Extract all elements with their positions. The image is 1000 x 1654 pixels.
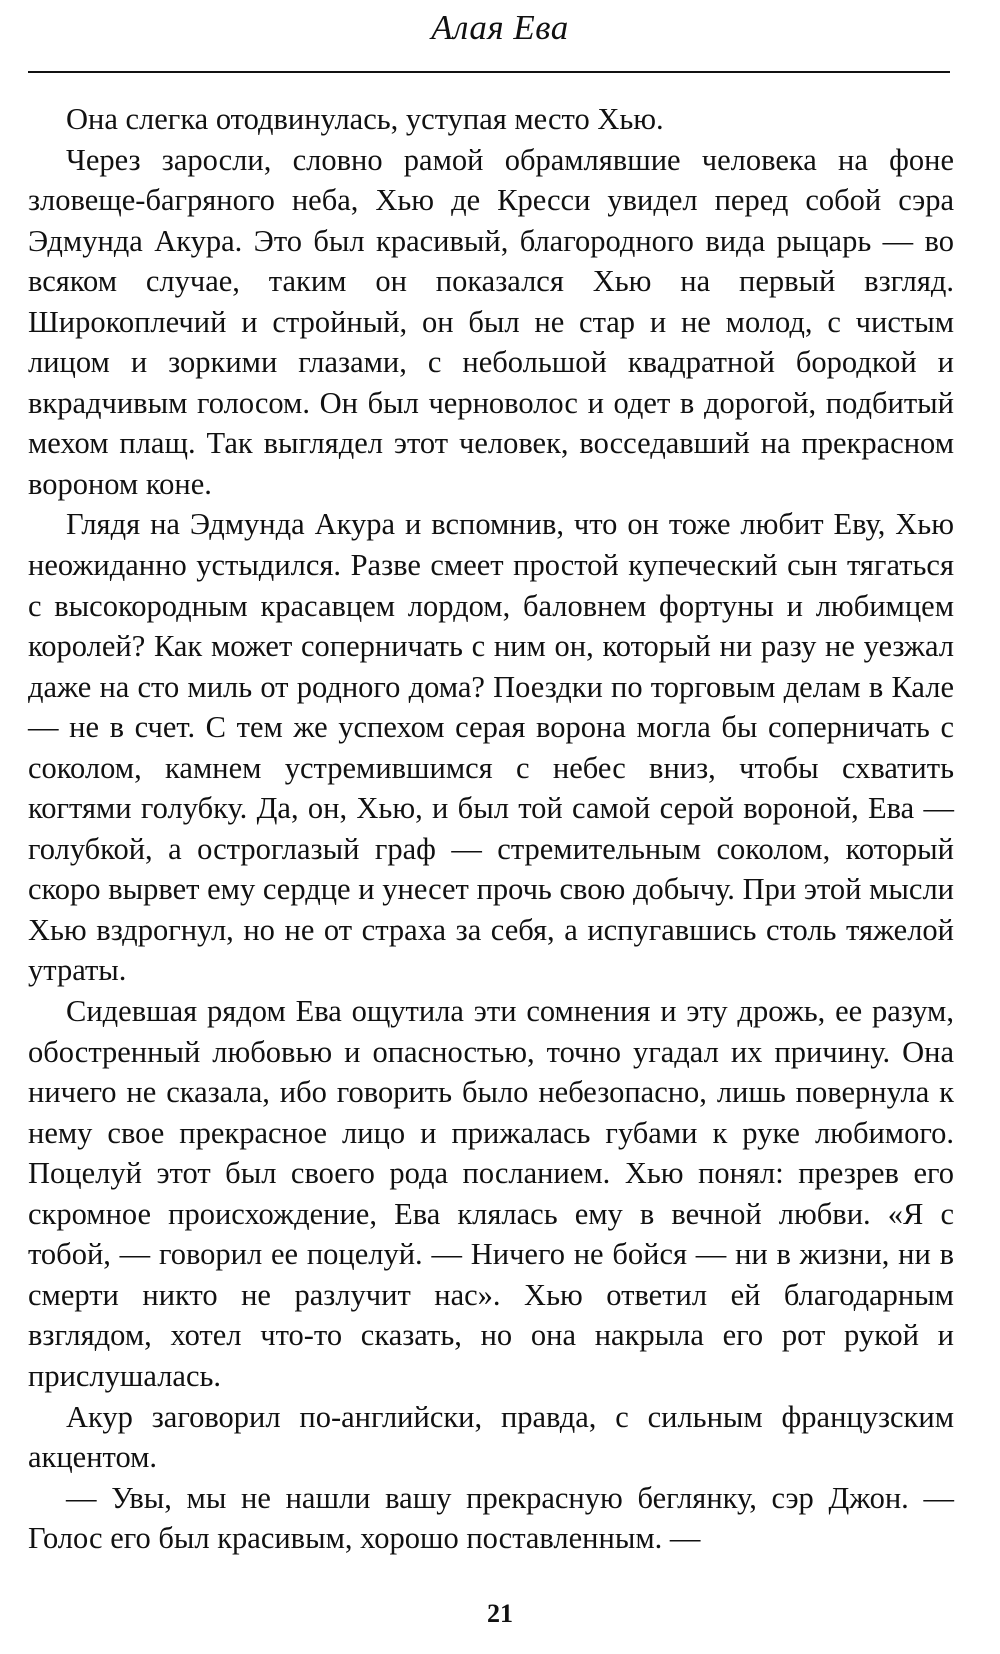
paragraph: Сидевшая рядом Ева ощутила эти сомнения и эту дрожь, ее разум, обостренный любовью и опасностью, точно угадал их причину. Она ничего не сказала, ибо говорить было небезопасно, лишь повернула к нему свое прекрасное лицо и прижалась губами к руке любимого. Поцелуй этот был своего рода посланием. Хью понял: презрев его скромное происхождение, Ева клялась ему в вечной любви. «Я с тобой, — говорил ее поцелуй. — Ничего не бойся — ни в жизни, ни в смерти никто не разлучит нас». Хью ответил ей благодарным взглядом, хотел что-то сказать, но она накрыла его рот рукой и прислушалась. [28, 994, 954, 1393]
page-number: 21 [487, 1599, 513, 1628]
running-head-title: Алая Ева [431, 8, 569, 47]
paragraph: — Увы, мы не нашли вашу прекрасную беглянку, сэр Джон. — Голос его был красивым, хорошо поставленным. — [28, 1480, 954, 1556]
body-text [28, 99, 954, 1559]
paragraph: Через заросли, словно рамой обрамлявшие человека на фоне зловеще-багряного неба, Хью де Кресси увидел перед собой сэра Эдмунда Акура. Это был красивый, благородного вида рыцарь — во всяком случае, таким он показался Хью на первый взгляд. Широкоплечий и стройный, он был не стар и не молод, с чистым лицом и зоркими глазами, с небольшой квадратной бородкой и вкрадчивым голосом. Он был черноволос и одет в дорогой, подбитый мехом плащ. Так выглядел этот человек, восседавший на прекрасном вороном коне. [28, 142, 954, 501]
paragraph: Она слегка отодвинулась, уступая место Хью. [66, 102, 664, 136]
paragraph: Акур заговорил по-английски, правда, с сильным французским акцентом. [28, 1399, 954, 1475]
paragraph: Глядя на Эдмунда Акура и вспомнив, что он тоже любит Еву, Хью неожиданно устыдился. Разве смеет простой купеческий сын тягаться с высокородным красавцем лордом, баловнем фортуны и любимцем королей? Как может соперничать с ним он, который ни разу не уезжал даже на сто миль от родного дома? Поездки по торговым делам в Кале — не в счет. С тем же успехом серая ворона могла бы соперничать с соколом, камнем устремившимся с небес вниз, чтобы схватить когтями голубку. Да, он, Хью, и был той самой серой вороной, Ева — голубкой, а остроглазый граф — стремительным соколом, который скоро вырвет ему сердце и унесет прочь свою добычу. При этой мысли Хью вздрогнул, но не от страха за себя, а испугавшись столь тяжелой утраты. [28, 507, 954, 988]
header-rule [28, 71, 950, 73]
